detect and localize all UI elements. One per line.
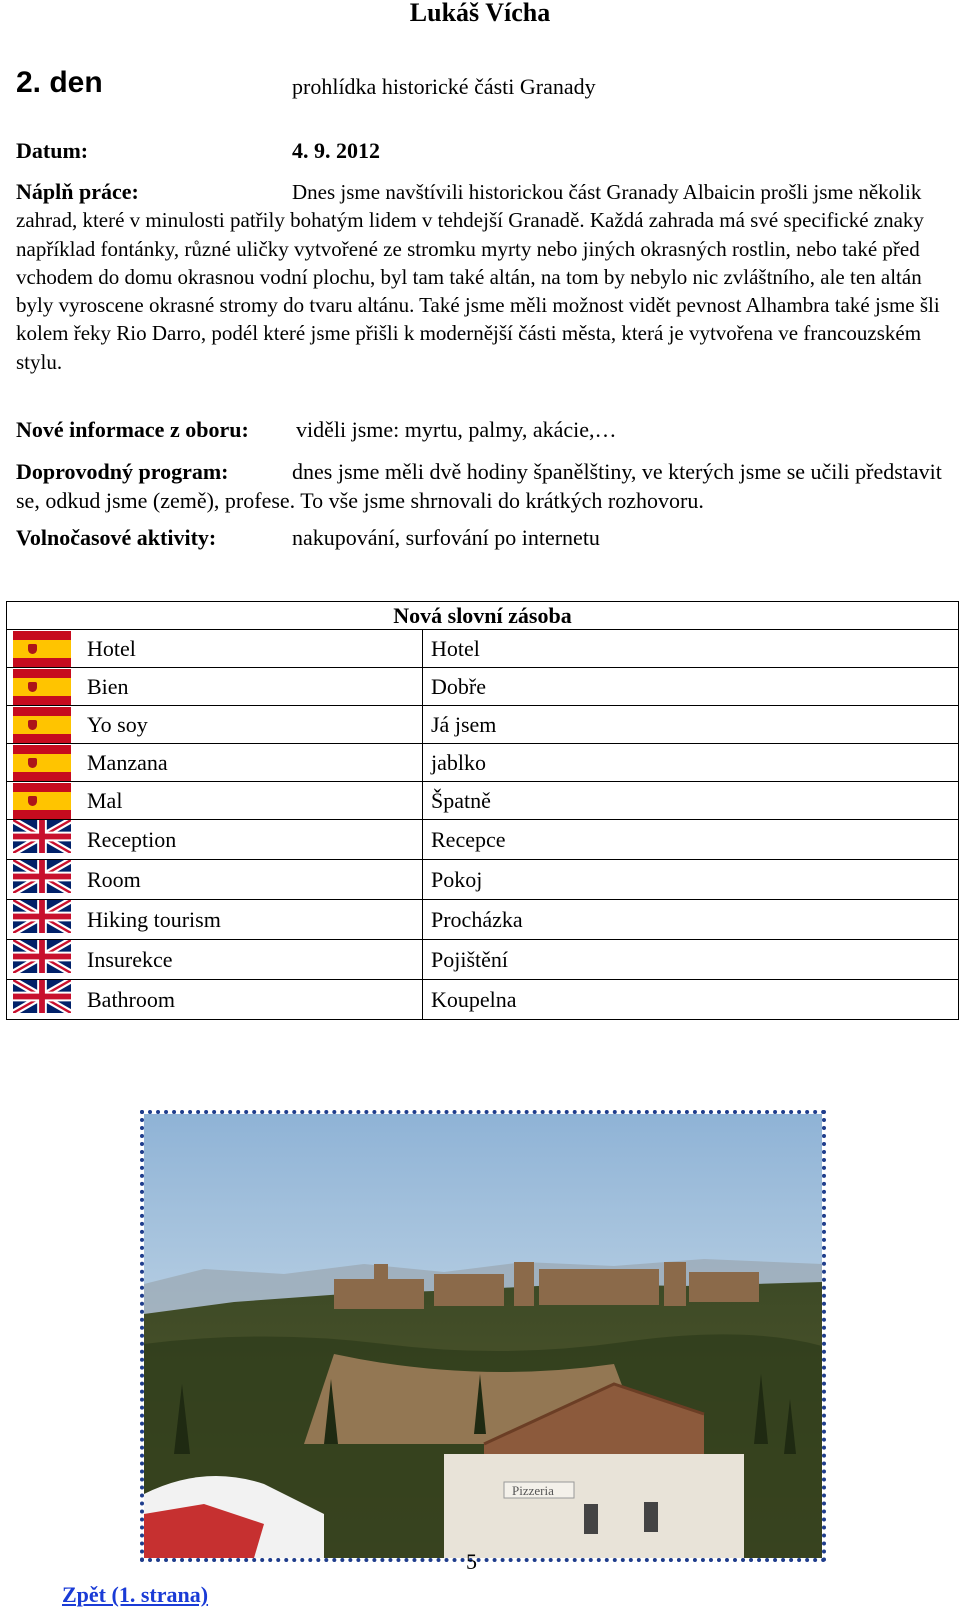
free-time-label: Volnočasové aktivity:	[16, 525, 217, 550]
vocabulary-table	[6, 601, 959, 1020]
alhambra-photo	[140, 1110, 826, 1562]
foreign-word: Hotel	[79, 630, 423, 668]
date-label: Datum:	[16, 138, 89, 163]
alhambra-landscape-image	[144, 1114, 822, 1558]
program-label: Doprovodný program:	[16, 459, 229, 484]
spain-flag-icon	[13, 669, 71, 705]
free-time-section	[16, 525, 600, 551]
czech-translation: Špatně	[423, 782, 959, 820]
vocabulary-row	[7, 706, 959, 744]
program-text: dnes jsme měli dvě hodiny španělštiny, ve kterých jsme se učili představit se, odkud jsme (země), profese. To vše jsme shrnovali do krátkých rozhovoru.	[16, 459, 942, 513]
czech-translation: Hotel	[423, 630, 959, 668]
foreign-word: Bathroom	[79, 980, 423, 1020]
uk-flag-icon	[13, 940, 79, 979]
uk-flag-icon	[13, 900, 79, 939]
flag-cell	[7, 940, 80, 980]
date-value: 4. 9. 2012	[292, 138, 380, 163]
czech-translation: Já jsem	[423, 706, 959, 744]
spain-flag-icon	[13, 745, 71, 781]
spain-flag-icon	[13, 707, 71, 743]
foreign-word: Bien	[79, 668, 423, 706]
flag-cell	[7, 860, 80, 900]
flag-cell	[7, 744, 80, 782]
flag-cell	[7, 668, 80, 706]
vocabulary-row	[7, 630, 959, 668]
vocabulary-row	[7, 940, 959, 980]
work-text: Dnes jsme navštívili historickou část Granady Albaicin prošli jsme několik zahrad, které v minulosti patřily bohatým lidem v tehdejší Granadě. Každá zahrada má své specifické znaky například fontánky, různé uličky vytvořené ze stromku myrty nebo jiných okrasných rostlin, nebo také před vchodem do domu okrasnou vodní plochu, byl tam také altán, na tom by nebylo nic zvláštního, ale ten altán byly vyroscene okrasné stromy do tvaru altánu. Také jsme měli možnost vidět pevnost Alhambra také jsme šli kolem řeky Rio Darro, podél které jsme přišli k modernější části města, která je vytvořena ve francouzském stylu.	[16, 180, 940, 374]
flag-cell	[7, 900, 80, 940]
czech-translation: Koupelna	[423, 980, 959, 1020]
vocabulary-row	[7, 744, 959, 782]
free-time-text: nakupování, surfování po internetu	[292, 525, 600, 550]
czech-translation: Procházka	[423, 900, 959, 940]
flag-cell	[7, 630, 80, 668]
vocabulary-row	[7, 980, 959, 1020]
vocabulary-row	[7, 820, 959, 860]
foreign-word: Mal	[79, 782, 423, 820]
program-section	[16, 457, 956, 515]
day-subtitle: prohlídka historické části Granady	[292, 74, 596, 99]
foreign-word: Yo soy	[79, 706, 423, 744]
new-info-text: viděli jsme: myrtu, palmy, akácie,…	[296, 417, 617, 442]
author-name: Lukáš Vícha	[409, 0, 551, 27]
new-info-section	[16, 417, 617, 443]
back-to-first-page-link[interactable]: Zpět (1. strana)	[62, 1582, 209, 1607]
day-heading: 2. den	[16, 66, 103, 99]
foreign-word: Insurekce	[79, 940, 423, 980]
flag-cell	[7, 820, 80, 860]
work-label: Náplň práce:	[16, 179, 139, 204]
pizzeria-sign: Pizzeria	[512, 1483, 554, 1498]
czech-translation: Pokoj	[423, 860, 959, 900]
spain-flag-icon	[13, 631, 71, 667]
vocabulary-row	[7, 782, 959, 820]
uk-flag-icon	[13, 820, 79, 859]
new-info-label: Nové informace z oboru:	[16, 417, 249, 442]
czech-translation: Pojištění	[423, 940, 959, 980]
vocabulary-row	[7, 860, 959, 900]
foreign-word: Manzana	[79, 744, 423, 782]
page-number: 5	[466, 1549, 477, 1574]
vocabulary-title-row	[7, 602, 959, 630]
foreign-word: Room	[79, 860, 423, 900]
foreign-word: Reception	[79, 820, 423, 860]
uk-flag-icon	[13, 980, 79, 1019]
foreign-word: Hiking tourism	[79, 900, 423, 940]
czech-translation: jablko	[423, 744, 959, 782]
flag-cell	[7, 706, 80, 744]
spain-flag-icon	[13, 783, 71, 819]
flag-cell	[7, 980, 80, 1020]
vocabulary-row	[7, 668, 959, 706]
uk-flag-icon	[13, 860, 79, 899]
vocabulary-title: Nová slovní zásoba	[7, 602, 959, 630]
czech-translation: Recepce	[423, 820, 959, 860]
flag-cell	[7, 782, 80, 820]
czech-translation: Dobře	[423, 668, 959, 706]
vocabulary-row	[7, 900, 959, 940]
work-section	[16, 178, 956, 376]
